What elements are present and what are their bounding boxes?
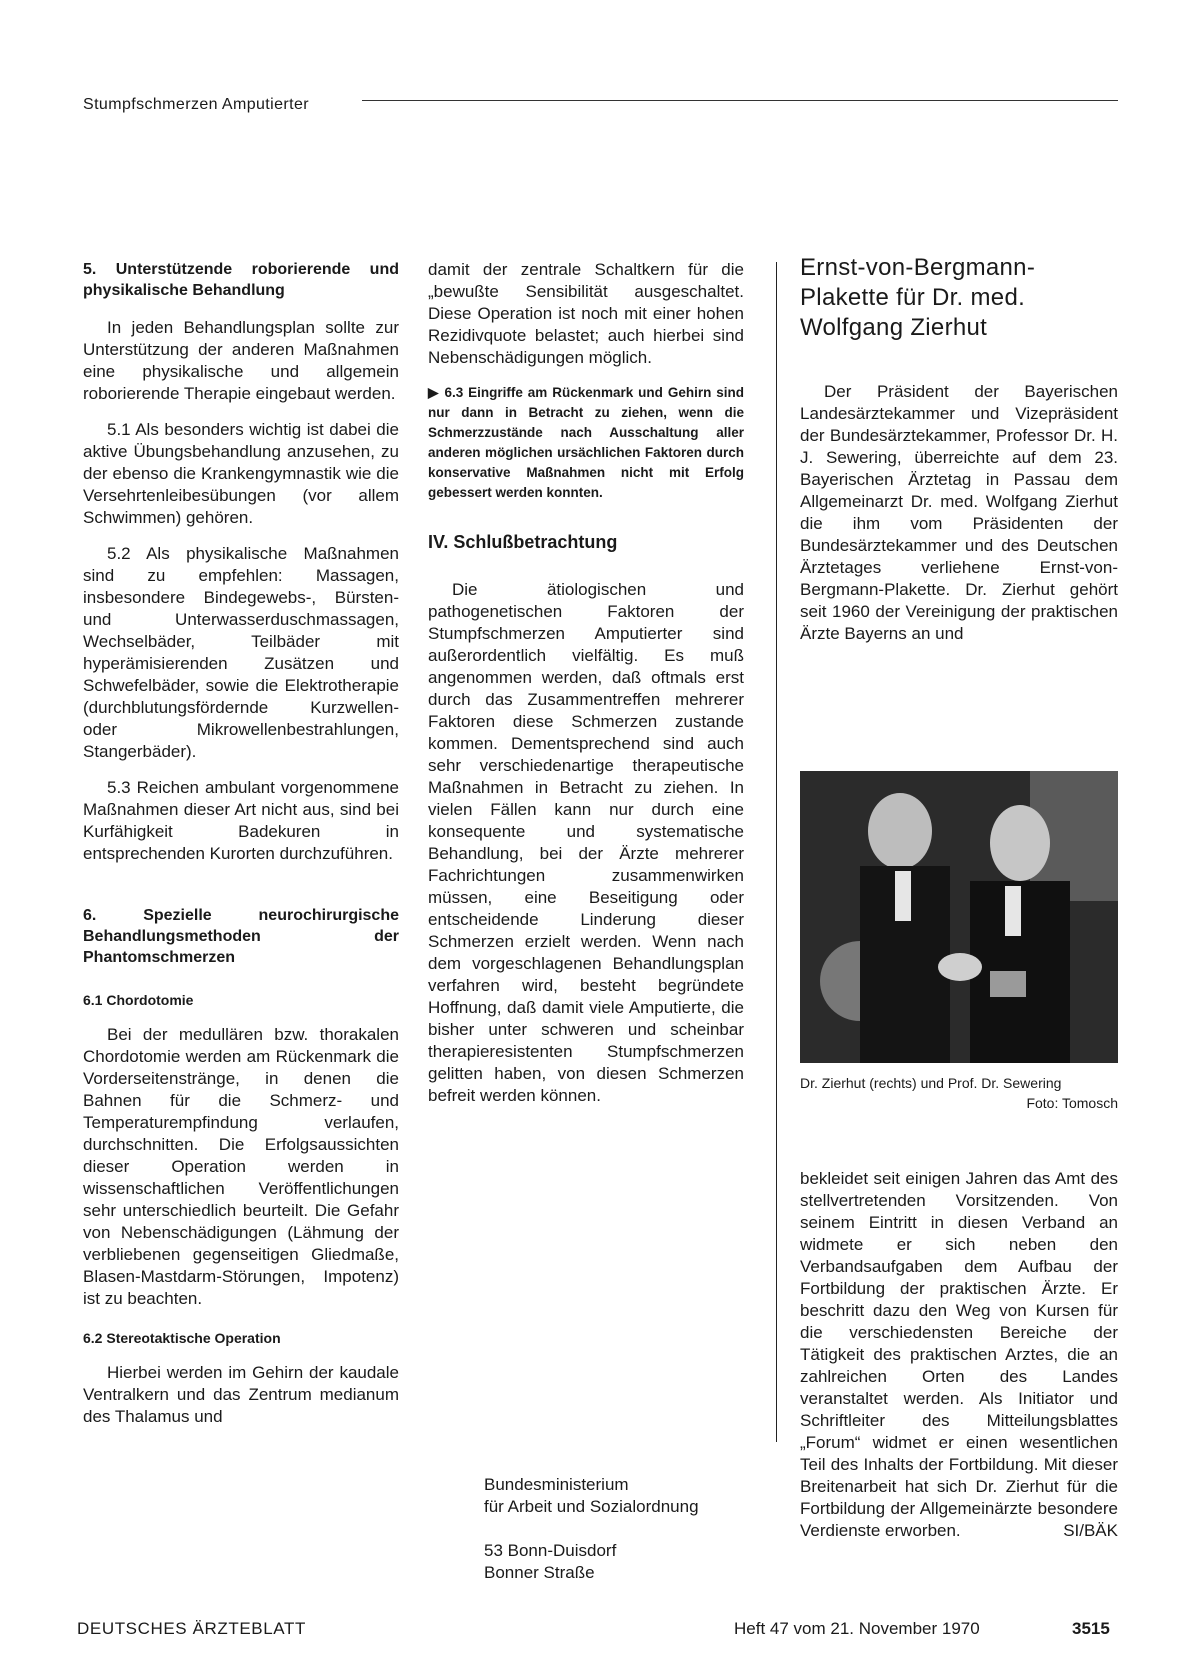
signoff: SI/BÄK xyxy=(1063,1521,1118,1540)
article-title: Ernst-von-Bergmann-Plakette für Dr. med. Wolfgang Zierhut xyxy=(800,254,1036,341)
running-header: Stumpfschmerzen Amputierter xyxy=(83,96,309,113)
section-heading-5: 5. Unterstützende roborierende und physikalische Behandlung xyxy=(83,261,399,299)
address-line: 53 Bonn-Duisdorf xyxy=(484,1541,617,1560)
address-line: Bonner Straße xyxy=(484,1563,595,1582)
column-divider xyxy=(776,262,777,1442)
section-heading-6: 6. Spezielle neurochirurgische Behandlungsmethoden der Phantomschmerzen xyxy=(83,907,399,966)
page-number: 3515 xyxy=(1072,1619,1110,1638)
photo-caption xyxy=(800,1073,1118,1113)
photo-illustration xyxy=(800,771,1118,1063)
issue-info: Heft 47 vom 21. November 1970 xyxy=(734,1619,980,1638)
paragraph: damit der zentrale Schaltkern für die „bewußte Sensibilität ausgeschaltet. Diese Operation ist noch mit einer hohen Rezidivquote belastet; auch hierbei sind Nebenschädigungen möglich. xyxy=(428,260,744,367)
column-2 xyxy=(428,259,744,1121)
paragraph: Bei der medullären bzw. thorakalen Chordotomie werden am Rückenmark die Vorderseitenstränge, in denen die Bahnen für die Schmerz- und Temperaturempfindung verlaufen, durchschnitten. Die Erfolgsaussichten dieser Operation werden in wissenschaftlichen Veröffentlichungen sehr unterschiedlich beurteilt. Die Gefahr von Nebenschädigungen (Lähmung der verbliebenen gegenseitigen Gliedmaße, Blasen-Mastdarm-Störungen, Impotenz) ist zu beachten. xyxy=(83,1025,399,1308)
subsection-heading-6-1: 6.1 Chordotomie xyxy=(83,992,194,1008)
section-heading-iv: IV. Schlußbetrachtung xyxy=(428,532,618,552)
paragraph: Die ätiologischen und pathogenetischen Faktoren der Stumpfschmerzen Amputierter sind außerordentlich vielfältig. Es muß angenommen werden, daß oftmals erst durch das Zusammentreffen mehrerer Faktoren diese Schmerzen zustande kommen. Dementsprechend sind auch sehr verschiedenartige therapeutische Maßnahmen in Betracht zu ziehen. In vielen Fällen kann nur durch eine konsequente und systematische Behandlung, bei der Ärzte mehrerer Fachrichtungen zusammenwirken müssen, eine Beseitigung oder entscheidende Linderung dieser Schmerzen erzielt werden. Wenn nach dem vorgeschlagenen Behandlungsplan verfahren wird, besteht begründete Hoffnung, daß damit viele Amputierte, die bisher unter schweren und scheinbar therapieresistenten Stumpfschmerzen gelitten haben, von diesen Schmerzen befreit werden können. xyxy=(428,580,744,1105)
subsection-heading-6-2: 6.2 Stereotaktische Operation xyxy=(83,1330,281,1346)
photo-credit: Foto: Tomosch xyxy=(1026,1095,1118,1111)
column-3-continued xyxy=(800,1168,1118,1556)
paragraph: 5.1 Als besonders wichtig ist dabei die aktive Übungsbehandlung anzusehen, zu der ebenso die Krankengymnastik wie die Versehrtenleibesübungen (vor allem Schwimmen) gehören. xyxy=(83,420,399,527)
paragraph: 5.2 Als physikalische Maßnahmen sind zu empfehlen: Massagen, insbesondere Bindegewebs-, Bürsten- und Unterwasserduschmassagen, Wechselbäder, Teilbäder mit hyperämisierenden Zusätzen und Schwefelbäder, sowie die Elektrotherapie (durchblutungsfördernde Kurzwellen- oder Mikrowellenbestrahlungen, Stangerbäder). xyxy=(83,544,399,761)
paragraph: Hierbei werden im Gehirn der kaudale Ventralkern und das Zentrum medianum des Thalamus und xyxy=(83,1363,399,1426)
address-line: Bundesministerium xyxy=(484,1475,629,1494)
paragraph: 5.3 Reichen ambulant vorgenommene Maßnahmen dieser Art nicht aus, sind bei Kurfähigkeit Badekuren in entsprechenden Kurorten durchzuführen. xyxy=(83,778,399,863)
paragraph: Der Präsident der Bayerischen Landesärztekammer und Vizepräsident der Bundesärztekammer, Professor Dr. H. J. Sewering, überreichte auf dem 23. Bayerischen Ärztetag in Passau dem Allgemeinarzt Dr. med. Wolfgang Zierhut die ihm vom Präsidenten der Bundesärztekammer und des Deutschen Ärztetages verliehene Ernst-von-Bergmann-Plakette. Dr. Zierhut gehört seit 1960 der Vereinigung der praktischen Ärzte Bayerns an und xyxy=(800,382,1118,643)
column-3 xyxy=(800,253,1118,659)
paragraph: In jeden Behandlungsplan sollte zur Unterstützung der anderen Maßnahmen eine physikalische und allgemein roborierende Therapie eingebaut werden. xyxy=(83,318,399,403)
author-address xyxy=(484,1474,699,1584)
header-rule xyxy=(362,100,1118,101)
caption-text: Dr. Zierhut (rechts) und Prof. Dr. Sewering xyxy=(800,1075,1062,1091)
photograph xyxy=(800,771,1118,1063)
paragraph xyxy=(800,1168,1118,1542)
paragraph-text: bekleidet seit einigen Jahren das Amt des stellvertretenden Vorsitzenden. Von seinem Eintritt in diesen Verband an widmete er sich neben den Verbandsaufgaben dem Aufbau der Fortbildung der praktischen Ärzte. Er beschritt dazu den Weg von Kursen für die verschiedensten Bereiche der Tätigkeit des praktischen Arztes, die an zahlreichen Orten des Landes veranstaltet werden. Als Initiator und Schriftleiter des Mitteilungsblattes „Forum“ widmet er einen wesentlichen Teil des Inhalts der Fortbildung. Mit dieser Breitenarbeit hat sich Dr. Zierhut für die Fortbildung der Allgemeinärzte besondere Verdienste erworben. xyxy=(800,1169,1118,1540)
column-1 xyxy=(83,259,399,1442)
highlight-paragraph-6-3: ▶ 6.3 Eingriffe am Rückenmark und Gehirn sind nur dann in Betracht zu ziehen, wenn die Schmerzzustände nach Ausschaltung aller anderen möglichen ursächlichen Faktoren durch konservative Maßnahmen nicht mit Erfolg gebessert werden konnten. xyxy=(428,385,744,500)
journal-name: DEUTSCHES ÄRZTEBLATT xyxy=(77,1619,306,1638)
address-line: für Arbeit und Sozialordnung xyxy=(484,1497,699,1516)
